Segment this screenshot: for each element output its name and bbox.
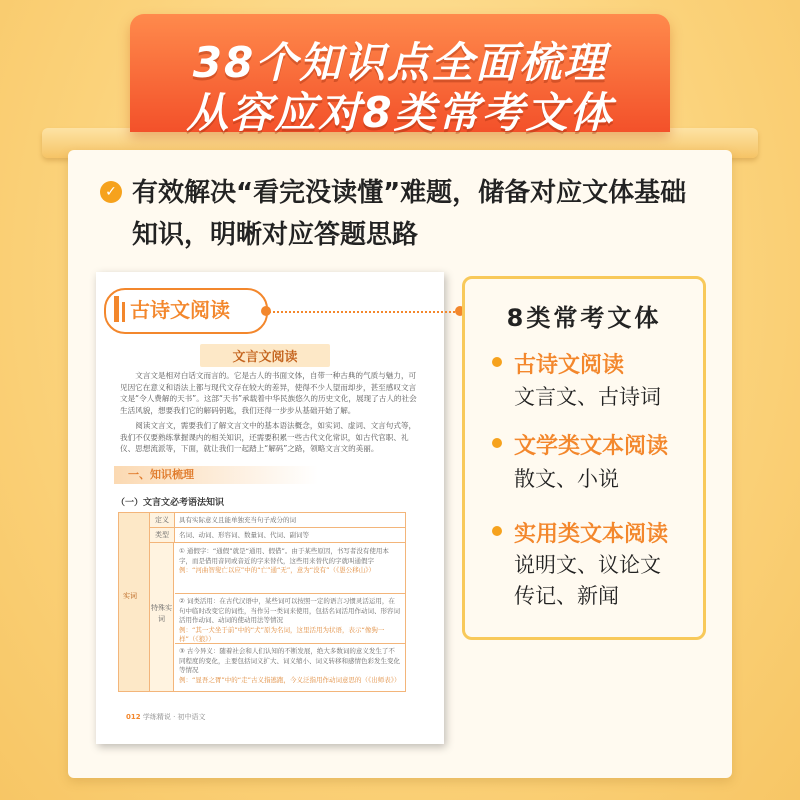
title-banner — [130, 14, 670, 137]
table-cell — [179, 547, 401, 576]
table-cell-example: 例：“河曲智叟亡以应”中的“亡”通“无”，意为“没有”（《愚公移山》） — [179, 566, 375, 574]
table-cell: 名词、动词、形容词、数量词、代词、副词等 — [179, 531, 309, 539]
table-cell-example: 例：“其一犬坐于前”中的“犬”原为名词，这里活用为状语，表示“像狗一样”（《狼》） — [179, 625, 385, 643]
table-cell — [179, 597, 401, 645]
table-divider — [175, 593, 405, 594]
knowledge-heading: 一、知识梳理 — [114, 466, 318, 484]
genre-items: 散文、小说 — [514, 467, 619, 491]
table-row-label: 类型 — [150, 528, 175, 542]
banner-title-line1: 38个知识点全面梳理 — [192, 38, 608, 87]
genre-name: 实用类文本阅读 — [514, 522, 669, 547]
table-cell-text: ① 通假字：“通假”就是“通用、假借”。由于某些原因，书写者没有使用本字，而是借用音同或音近的字来替代，这些用来替代的字就叫通假字 — [179, 547, 389, 565]
page-number: 012 — [126, 713, 141, 721]
page-footer — [126, 712, 206, 722]
table-cell-text: ② 词类活用：在古代汉语中，某些词可以按照一定的语言习惯灵活运用，在句中临时改变它的词性，当作另一类词来使用，包括名词活用作动词、形容词活用作动词、动词的使动用法等情况 — [179, 597, 400, 624]
connector-dotted-line — [266, 311, 458, 313]
intro-paragraph-1: 文言文是相对白话文而言的。它是古人的书面文体，自带一种古典的气质与魅力，可见因它在意义和语法上都与现代文存在较大的差异，使得不少人望而却步，甚至感叹文言文是“令人费解的天书”。这部“天书”承载着中华民族悠久的历史文化，展现了古人的社会生活风貌，想要我们它的解码钥匙，我们还得一步步从基础开始了解。 — [120, 371, 417, 415]
bullet-dot — [492, 357, 502, 367]
chapter-title-bar2 — [122, 302, 125, 322]
grammar-subheading: （一）文言文必考语法知识 — [116, 498, 225, 508]
table-row-label: 定义 — [150, 513, 175, 527]
genre-name: 古诗文阅读 — [514, 353, 625, 378]
check-circle-icon: ✓ — [100, 181, 122, 203]
table-cell: 具有实际意义且能单独充当句子成分的词 — [179, 516, 296, 524]
bullet-dot — [492, 526, 502, 536]
table-cell — [179, 647, 401, 685]
tip-text: 有效解决“看完没读懂”难题，储备对应文体基础知识，明晰对应答题思路 — [132, 178, 687, 250]
table-cell-text: ③ 古今异义：随着社会和人们认知的不断发展，绝大多数词的意义发生了不同程度的变化，主要包括词义扩大、词义缩小、词义转移和感情色彩发生变化等情况 — [179, 647, 400, 674]
genre-name: 文学类文本阅读 — [514, 434, 669, 459]
connector-dot-left — [261, 306, 271, 316]
bullet-dot — [492, 438, 502, 448]
section-title: 文言文阅读 — [200, 344, 330, 367]
table-row-label: 特殊实词 — [150, 543, 174, 691]
footer-text: 学练精说 · 初中语文 — [142, 713, 206, 721]
genre-items: 文言文、古诗词 — [514, 385, 661, 409]
table-divider — [175, 643, 405, 644]
chapter-title-bar — [114, 296, 119, 322]
intro-paragraph-2: 阅读文言文，需要我们了解文言文中的基本语法概念，如实词、虚词、文言句式等，我们不仅要熟练掌握课内的相关知识，还需要积累一些古代文化常识，如古代官职、礼仪、思想流派等，下面，就让我们一起踏上“解码”之路，领略文言文的美丽。 — [120, 421, 417, 453]
table-category-label: 实词 — [123, 592, 137, 600]
table-col-category — [119, 513, 150, 691]
genre-items: 说明文、议论文 传记、新闻 — [514, 553, 661, 608]
grammar-table — [118, 512, 406, 692]
table-divider — [150, 527, 405, 528]
table-divider — [150, 542, 405, 543]
panel-title: 8类常考文体 — [506, 304, 662, 332]
chapter-title: 古诗文阅读 — [130, 298, 230, 322]
banner-title-line2: 从容应对8类常考文体 — [186, 88, 614, 137]
table-cell-example: 例：“显吾之胥”中的“走”古义指逃跑，今义泛指用作动词意思的（《出师表》） — [179, 675, 401, 684]
